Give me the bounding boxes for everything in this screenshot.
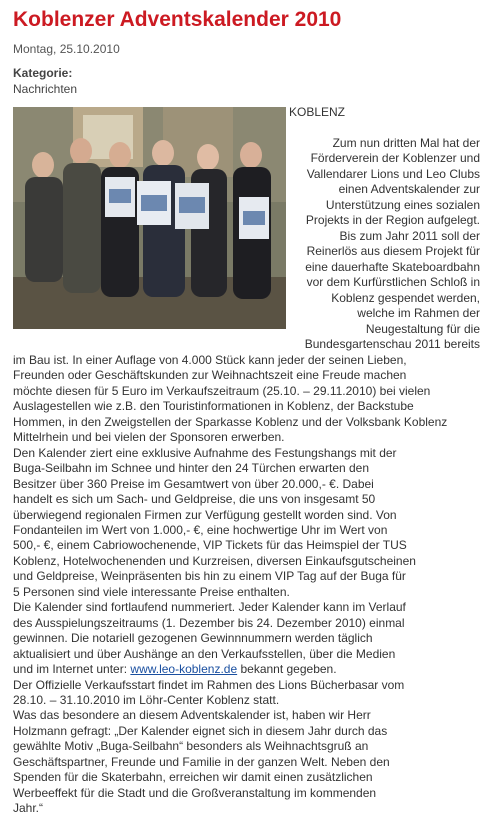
text-line: des Ausspielungszeitraums (1. Dezember bis 24. Dezember 2010) einmal: [13, 615, 405, 630]
text-line: Bis zum Jahr 2011 soll der: [339, 228, 480, 243]
text-line: Holzmann gefragt: „Der Kalender eignet sich in diesem Jahr durch das: [13, 723, 388, 738]
text-line: Koblenz, Hotelwochenenden und Kurzreisen, diversen Einkaufsgutscheinen: [13, 553, 416, 568]
text-line: Bundesgartenschau 2011 bereits: [304, 337, 480, 351]
text-line: Freunden oder Geschäftskunden zur Weihnachtszeit eine Freude machen: [13, 368, 407, 383]
text-line: 500,- €, einem Cabriowochenende, VIP Tickets für das Heimspiel der TUS: [13, 538, 407, 553]
text-line: Hommen, in den Zweigstellen der Sparkasse Koblenz und der Volksbank Koblenz: [13, 414, 448, 429]
text-line: Den Kalender ziert eine exklusive Aufnahme des Festungshangs mit der: [13, 445, 397, 460]
text-line: überwiegend regionalen Firmen zur Verfügung gestellt worden sind. Von: [13, 507, 397, 522]
text-line: 5 Personen sind viele interessante Preise enthalten.: [13, 584, 290, 599]
text-line: Geschäftspartner, Freunde und Familie in der ganzen Welt. Neben den: [13, 754, 390, 769]
text-line: gewinnen. Die notariell gezogenen Gewinnnummern werden täglich: [13, 631, 373, 646]
text-line: welche im Rahmen der: [357, 306, 480, 320]
text-line: vor dem Kurfürstlichen Schloß in: [306, 275, 480, 289]
text-line: Mittelrhein und bei vielen der Sponsoren erwerben.: [13, 430, 285, 445]
text-line: Zum nun dritten Mal hat der: [332, 135, 480, 150]
text-line: Projekts in der Region aufgelegt.: [305, 213, 480, 227]
text-line: möchte diesen für 5 Euro im Verkaufszeitraum (25.10. – 29.11.2010) bei vielen: [13, 383, 431, 398]
text-line: Besitzer über 360 Preise im Gesamtwert von über 20.000,- €. Dabei: [13, 476, 374, 491]
text-line: Der Offizielle Verkaufsstart findet im Rahmen des Lions Bücherbasar vom: [13, 677, 405, 692]
leo-koblenz-link[interactable]: www.leo-koblenz.de: [130, 662, 238, 677]
text-line: aktualisiert und über Aushänge an den Verkaufsstellen, über die Medien: [13, 646, 396, 661]
link-line-prefix: und im Internet unter:: [13, 662, 131, 677]
text-line: Was das besondere an diesem Adventskalender ist, haben wir Herr: [13, 708, 371, 723]
text-line: Spenden für die Skaterbahn, erreichen wir damit einen zusätzlichen: [13, 770, 373, 785]
group-photo-image: [13, 107, 286, 329]
text-line: eine dauerhafte Skateboardbahn: [305, 259, 480, 274]
text-line: Fondanteilen im Wert von 1.000,- €, eine hochwertige Uhr im Wert von: [13, 522, 388, 537]
category-label: Kategorie:: [13, 66, 73, 80]
text-line: Neugestaltung für die: [365, 321, 480, 336]
article-photo: [13, 107, 286, 329]
text-line: Unterstützung eines sozialen: [325, 197, 480, 212]
text-line: 28.10. – 31.10.2010 im Löhr-Center Koblenz statt.: [13, 692, 280, 707]
category-value: Nachrichten: [13, 82, 78, 96]
body-paragraph-2: [13, 678, 481, 817]
article-date: Montag, 25.10.2010: [13, 42, 120, 56]
text-line: gewählte Motiv „Buga-Seilbahn“ besonders als Weihnachtsgruß an: [13, 739, 369, 754]
text-line: Koblenz gespendet werden,: [331, 290, 480, 305]
article-title: Koblenzer Adventskalender 2010: [13, 8, 342, 31]
body-paragraph: [13, 353, 481, 662]
text-line: Buga-Seilbahn im Schnee und hinter den 24 Türchen erwarten den: [13, 461, 370, 476]
article-body: [13, 353, 481, 817]
text-line: im Bau ist. In einer Auflage von 4.000 Stück kann jeder der seinen Lieben,: [13, 353, 407, 367]
text-line: Werbeeffekt für die Stadt und die Großveranstaltung im kommenden: [13, 785, 377, 800]
article-location: KOBLENZ: [289, 105, 346, 119]
text-line: Förderverein der Koblenzer und: [310, 151, 480, 165]
text-line: Jahr.“: [13, 801, 44, 816]
intro-paragraph: [289, 136, 480, 353]
text-line: Auslagestellen wie z.B. den Touristinformationen in Koblenz, der Backstube: [13, 399, 414, 414]
text-line: und Geldpreise, Weinpräsenten bis hin zu einem VIP Tag auf der Buga für: [13, 569, 406, 584]
link-line-suffix: bekannt gegeben.: [237, 662, 337, 677]
text-line: Vallendarer Lions und Leo Clubs: [306, 166, 480, 181]
text-line: handelt es sich um Sach- und Geldpreise, die uns von insgesamt 50: [13, 492, 376, 507]
text-line: einen Adventskalender zur: [338, 182, 480, 196]
side-text-column: [289, 105, 480, 353]
link-line: [13, 662, 481, 677]
text-line: Die Kalender sind fortlaufend nummeriert. Jeder Kalender kann im Verlauf: [13, 600, 406, 615]
text-line: Reinerlös aus diesem Projekt für: [306, 244, 480, 258]
